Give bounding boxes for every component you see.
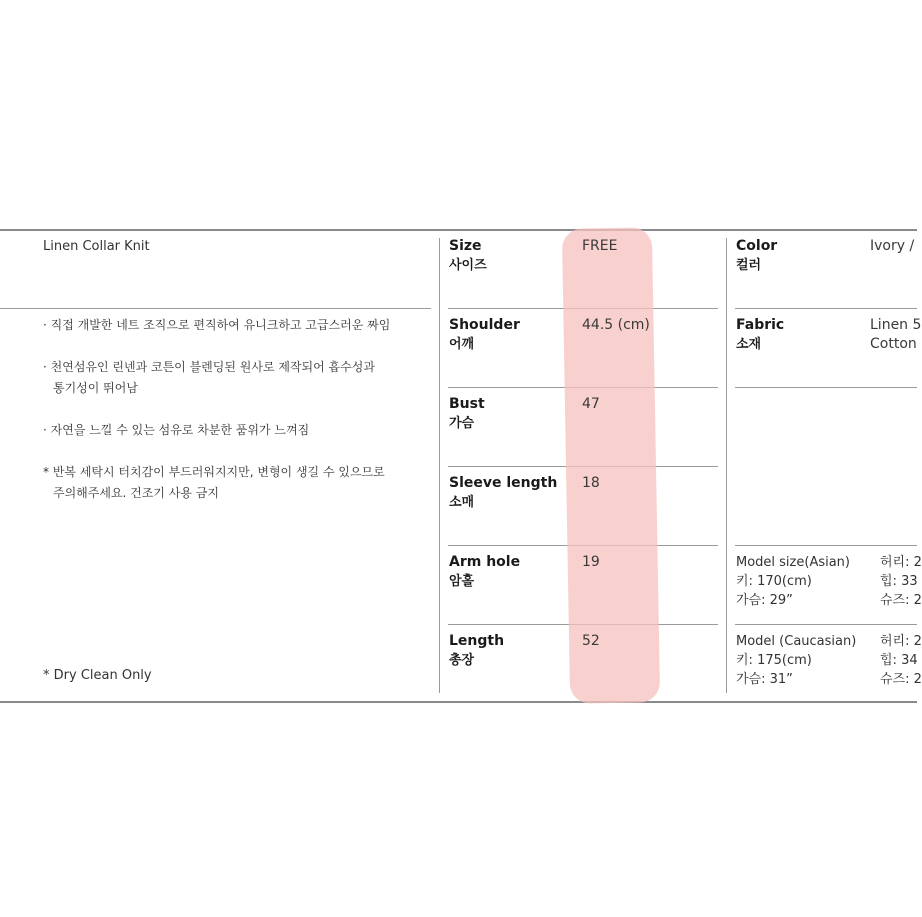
model-caucasian-line: 키: 175(cm) bbox=[736, 653, 812, 668]
feature-line: · 자연을 느낄 수 있는 섬유로 차분한 품위가 느껴짐 bbox=[43, 423, 310, 437]
sleeve-length-value: 18 bbox=[582, 475, 600, 491]
sleeve-length-label-en: Sleeve length bbox=[449, 475, 558, 491]
feature-line: 통기성이 뛰어남 bbox=[53, 381, 138, 395]
model-asian-line: 슈즈: 2 bbox=[880, 593, 922, 608]
table-top-border bbox=[0, 229, 917, 231]
care-instruction: * Dry Clean Only bbox=[43, 668, 152, 683]
info-row-divider bbox=[735, 308, 917, 309]
arm-hole-label-ko: 암홀 bbox=[449, 574, 475, 589]
fabric-value: Cotton bbox=[870, 336, 917, 352]
feature-line: 주의해주세요. 건조기 사용 금지 bbox=[53, 486, 219, 500]
column-divider-1 bbox=[439, 238, 440, 693]
info-row-divider bbox=[735, 624, 917, 625]
model-asian-line: 힙: 33 bbox=[880, 574, 918, 589]
info-row-divider bbox=[735, 387, 917, 388]
shoulder-value: 44.5 (cm) bbox=[582, 317, 650, 333]
model-caucasian-line: 힙: 34 bbox=[880, 653, 918, 668]
shoulder-label-ko: 어깨 bbox=[449, 337, 475, 352]
size-label-ko: 사이즈 bbox=[449, 258, 487, 273]
length-value: 52 bbox=[582, 633, 600, 649]
feature-line: · 천연섬유인 린넨과 코튼이 블렌딩된 원사로 제작되어 흡수성과 bbox=[43, 360, 375, 374]
description-divider bbox=[0, 308, 431, 309]
feature-line: * 반복 세탁시 터치감이 부드러워지지만, 변형이 생길 수 있으므로 bbox=[43, 465, 385, 479]
size-label-en: Size bbox=[449, 238, 482, 254]
length-label-en: Length bbox=[449, 633, 505, 649]
model-asian-line: 가슴: 29” bbox=[736, 593, 793, 608]
length-label-ko: 총장 bbox=[449, 653, 475, 668]
bust-value: 47 bbox=[582, 396, 600, 412]
column-divider-2 bbox=[726, 238, 727, 693]
model-asian-line: 키: 170(cm) bbox=[736, 574, 812, 589]
fabric-value: Linen 5 bbox=[870, 317, 922, 333]
product-name: Linen Collar Knit bbox=[43, 239, 150, 254]
bust-label-ko: 가슴 bbox=[449, 416, 475, 431]
model-caucasian-line: 허리: 2 bbox=[880, 634, 922, 649]
feature-line: · 직접 개발한 네트 조직으로 편직하여 유니크하고 고급스러운 짜임 bbox=[43, 318, 391, 332]
model-caucasian-line: 슈즈: 2 bbox=[880, 672, 922, 687]
color-label-en: Color bbox=[736, 238, 778, 254]
info-row-divider bbox=[735, 545, 917, 546]
size-value: FREE bbox=[582, 238, 618, 254]
color-label-ko: 컬러 bbox=[736, 258, 762, 273]
model-asian-line: 허리: 2 bbox=[880, 555, 922, 570]
arm-hole-label-en: Arm hole bbox=[449, 554, 521, 570]
model-asian-line: Model size(Asian) bbox=[736, 555, 850, 570]
shoulder-label-en: Shoulder bbox=[449, 317, 520, 333]
model-caucasian-line: Model (Caucasian) bbox=[736, 634, 857, 649]
bust-label-en: Bust bbox=[449, 396, 485, 412]
sleeve-length-label-ko: 소매 bbox=[449, 495, 475, 510]
model-caucasian-line: 가슴: 31” bbox=[736, 672, 793, 687]
table-bottom-border bbox=[0, 701, 917, 703]
fabric-label-ko: 소재 bbox=[736, 337, 762, 352]
fabric-label-en: Fabric bbox=[736, 317, 785, 333]
size-value-highlight bbox=[562, 227, 660, 703]
arm-hole-value: 19 bbox=[582, 554, 600, 570]
color-value: Ivory / bbox=[870, 238, 915, 254]
